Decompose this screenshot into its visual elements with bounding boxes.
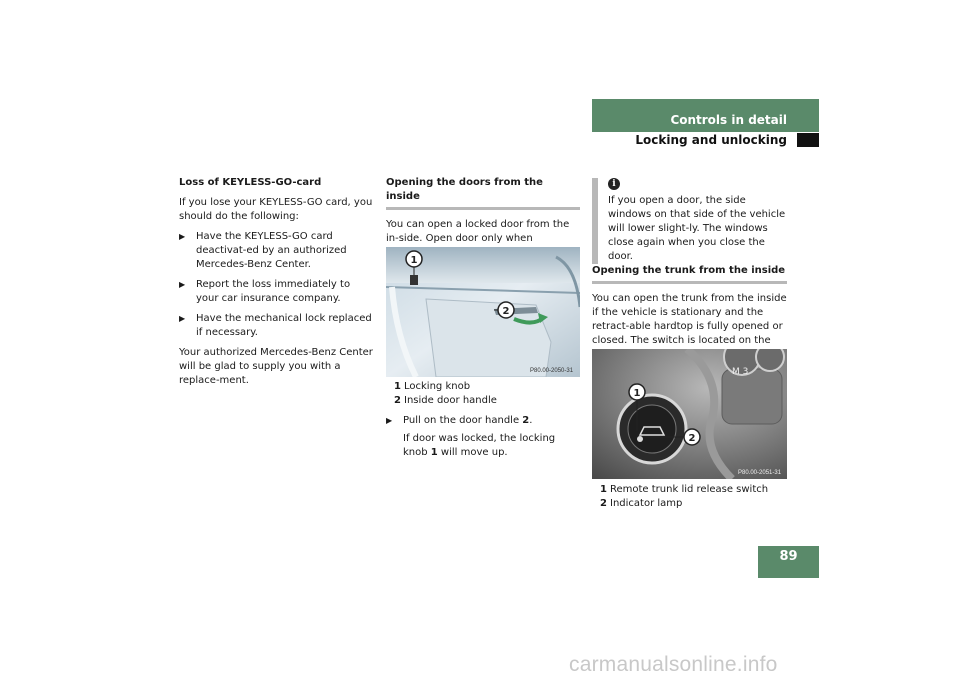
right-heading: Opening the trunk from the inside: [592, 264, 787, 284]
callout-label: Locking knob: [404, 381, 471, 392]
step-ref: 2: [522, 415, 530, 426]
image-code: P80.00-2051-31: [738, 470, 782, 476]
result-suffix: will move up.: [437, 447, 508, 458]
step-text: Pull on the door handle: [403, 415, 523, 426]
header-marker: [797, 133, 819, 147]
middle-intro: You can open a locked door from the in-side. Open door only when: [386, 219, 570, 244]
svg-text:1: 1: [633, 388, 641, 399]
step-result: [386, 432, 580, 460]
header-tab: [592, 99, 819, 132]
svg-text:2: 2: [688, 433, 696, 444]
left-heading: Loss of KEYLESS-GO-card: [179, 177, 322, 188]
left-closing: Your authorized Mercedes-Benz Center will be glad to supply you with a replace-ment.: [179, 347, 373, 386]
caption-row: [600, 483, 787, 497]
callout-label: Remote trunk lid release switch: [610, 484, 769, 495]
info-note: [592, 178, 787, 264]
right-intro: You can open the trunk from the inside if the vehicle is stationary and the retract-able hardtop is fully opened or closed. The switch is located on the: [592, 293, 787, 346]
seat-memory-label: M 3: [732, 367, 749, 377]
info-icon: i: [608, 178, 620, 190]
result-ref: 1: [430, 447, 438, 458]
note-text: If you open a door, the side windows on that side of the vehicle will lower slight-ly. The windows close again when you close the door.: [608, 195, 786, 262]
list-item: [386, 414, 580, 428]
middle-column-lower: [386, 380, 580, 460]
caption-row: [600, 497, 787, 511]
list-item-text: Have the mechanical lock replaced if necessary.: [196, 313, 372, 338]
middle-heading: Opening the doors from the inside: [386, 176, 580, 210]
callout-number: 1: [394, 381, 401, 392]
arrow-bullet-icon: ▶: [179, 232, 186, 241]
section-title: Controls in detail: [670, 113, 787, 127]
callout-label: Inside door handle: [404, 395, 497, 406]
list-item: [179, 278, 374, 306]
right-captions: [592, 483, 787, 511]
result-text: If door was locked, the locking knob: [403, 433, 556, 458]
door-handle-image: [386, 247, 580, 377]
arrow-bullet-icon: ▶: [179, 314, 186, 323]
caption-row: [394, 394, 580, 408]
callout-number: 2: [600, 498, 607, 509]
list-item-text: Report the loss immediately to your car insurance company.: [196, 279, 351, 304]
left-column: [179, 176, 374, 394]
callout-number: 2: [394, 395, 401, 406]
svg-text:1: 1: [410, 255, 418, 266]
list-item-text: Have the KEYLESS-GO card deactivat-ed by an authorized Mercedes-Benz Center.: [196, 231, 347, 270]
watermark: carmanualsonline.info: [569, 653, 778, 676]
page-number: 89: [758, 546, 819, 578]
list-item: [179, 230, 374, 272]
subsection-title: Locking and unlocking: [635, 133, 787, 147]
list-item: [179, 312, 374, 340]
image-code: P80.00-2050-31: [530, 368, 574, 374]
step-suffix: .: [529, 415, 533, 426]
callout-label: Indicator lamp: [610, 498, 683, 509]
svg-text:2: 2: [502, 306, 510, 317]
callout-number: 1: [600, 484, 607, 495]
trunk-switch-image: [592, 349, 787, 479]
arrow-bullet-icon: ▶: [179, 280, 186, 289]
arrow-bullet-icon: ▶: [386, 416, 393, 425]
caption-row: [394, 380, 580, 394]
left-intro: If you lose your KEYLESS-GO card, you should do the following:: [179, 197, 373, 222]
